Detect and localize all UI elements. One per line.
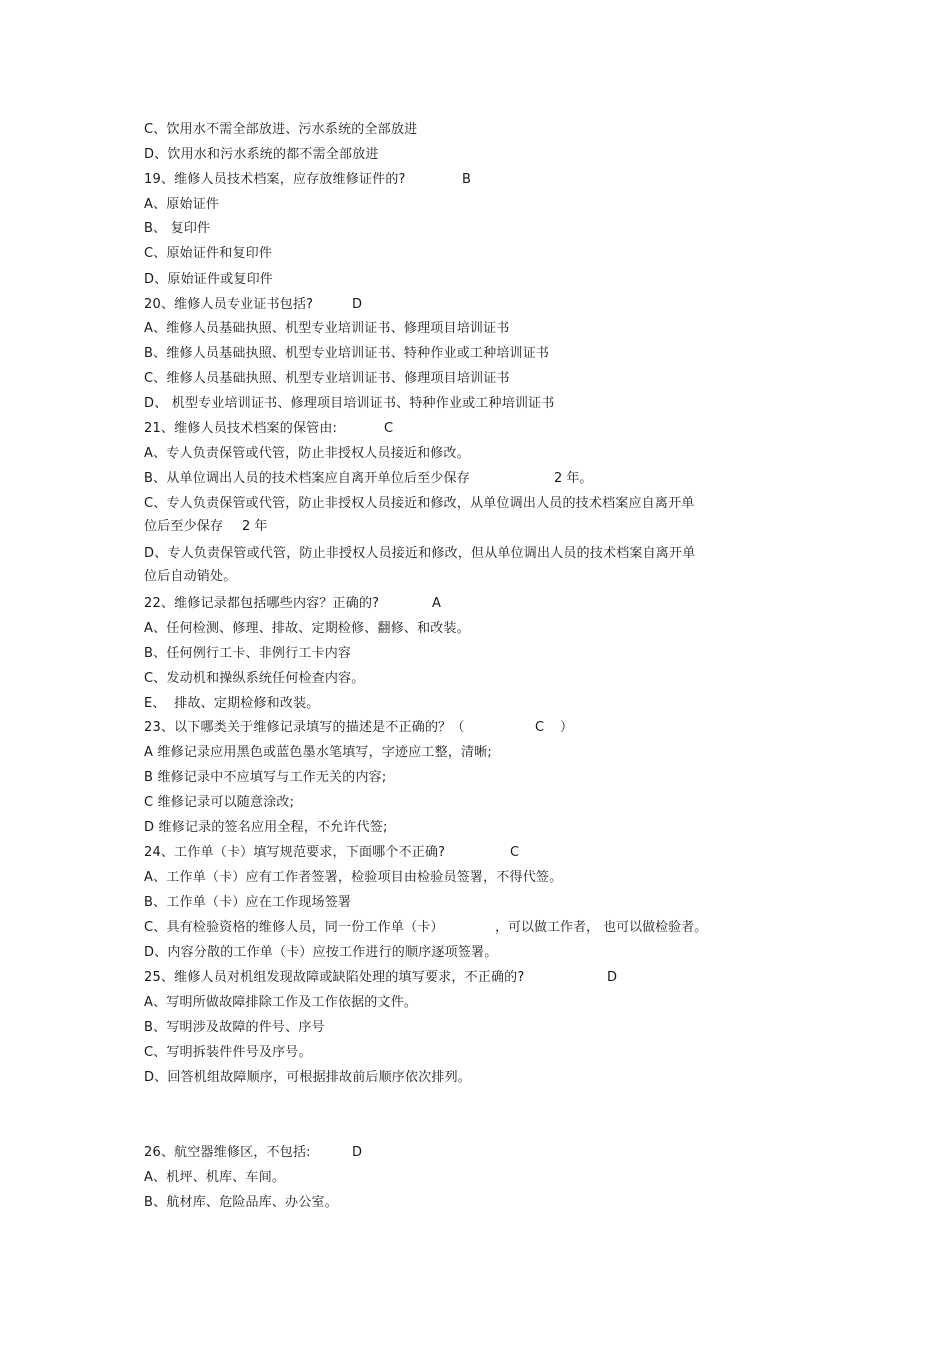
option-line: C、饮用水不需全部放进、污水系统的全部放进: [144, 122, 418, 137]
inline-text: 2 年: [242, 519, 268, 534]
option-line: A、工作单（卡）应有工作者签署，检验项目由检验员签署，不得代签。: [144, 870, 563, 885]
option-line: B、工作单（卡）应在工作现场签署: [144, 895, 352, 910]
answer-key: C: [384, 421, 394, 436]
option-line: E、 排故、定期检修和改装。: [144, 696, 320, 711]
question-line: 23、以下哪类关于维修记录填写的描述是不正确的？（: [144, 720, 465, 735]
option-line: A、专人负责保管或代管，防止非授权人员接近和修改。: [144, 446, 470, 461]
option-line: D、内容分散的工作单（卡）应按工作进行的顺序逐项签署。: [144, 945, 498, 960]
option-line: B、从单位调出人员的技术档案应自离开单位后至少保存: [144, 471, 470, 486]
option-line-cont: 位后至少保存: [144, 519, 224, 534]
option-line: C、发动机和操纵系统任何检查内容。: [144, 671, 365, 686]
option-line: D、饮用水和污水系统的都不需全部放进: [144, 147, 379, 162]
answer-key: B: [462, 172, 471, 187]
option-line: D 维修记录的签名应用全程，不允许代签;: [144, 820, 388, 835]
option-line: C、维修人员基础执照、机型专业培训证书、修理项目培训证书: [144, 371, 510, 386]
inline-text: ，可以做工作者， 也可以做检验者。: [495, 920, 708, 935]
answer-key: D: [607, 970, 618, 985]
answer-key: A: [432, 596, 441, 611]
option-line: B 维修记录中不应填写与工作无关的内容;: [144, 770, 387, 785]
question-line: 25、维修人员对机组发现故障或缺陷处理的填写要求，不正确的?: [144, 970, 525, 985]
option-line: A、写明所做故障排除工作及工作依据的文件。: [144, 995, 418, 1010]
option-line-cont: 位后自动销处。: [144, 569, 237, 584]
option-line: B、写明涉及故障的件号、序号: [144, 1020, 325, 1035]
option-line: B、维修人员基础执照、机型专业培训证书、特种作业或工种培训证书: [144, 346, 550, 361]
option-line: C 维修记录可以随意涂改;: [144, 795, 295, 810]
inline-text: ）: [560, 720, 574, 735]
option-line: C、具有检验资格的维修人员，同一份工作单（卡）: [144, 920, 444, 935]
option-line: C、写明拆装件件号及序号。: [144, 1045, 312, 1060]
option-line: D、 机型专业培训证书、修理项目培训证书、特种作业或工种培训证书: [144, 396, 555, 411]
option-line: D、专人负责保管或代管，防止非授权人员接近和修改，但从单位调出人员的技术档案自离开单: [144, 546, 696, 561]
option-line: B、任何例行工卡、非例行工卡内容: [144, 646, 352, 661]
question-line: 19、维修人员技术档案，应存放维修证件的?: [144, 172, 406, 187]
option-line: D、原始证件或复印件: [144, 272, 274, 287]
option-line: A、维修人员基础执照、机型专业培训证书、修理项目培训证书: [144, 321, 510, 336]
inline-text: 2 年。: [554, 471, 593, 486]
option-line: A、原始证件: [144, 197, 220, 212]
option-line: A、任何检测、修理、排故、定期检修、翻修、和改装。: [144, 621, 470, 636]
answer-key: C: [535, 720, 545, 735]
question-line: 20、维修人员专业证书包括?: [144, 297, 314, 312]
option-line: B、 复印件: [144, 221, 211, 236]
option-line: B、航材库、危险品库、办公室。: [144, 1195, 338, 1210]
question-line: 24、工作单（卡）填写规范要求，下面哪个不正确?: [144, 845, 446, 860]
option-line: C、原始证件和复印件: [144, 246, 273, 261]
option-line: A、机坪、机库、车间。: [144, 1170, 286, 1185]
option-line: C、专人负责保管或代管，防止非授权人员接近和修改，从单位调出人员的技术档案应自离开单: [144, 496, 695, 511]
answer-key: D: [352, 297, 363, 312]
option-line: D、回答机组故障顺序，可根据排故前后顺序依次排列。: [144, 1070, 472, 1085]
question-line: 26、航空器维修区，不包括:: [144, 1145, 311, 1160]
answer-key: D: [352, 1145, 363, 1160]
option-line: A 维修记录应用黑色或蓝色墨水笔填写，字迹应工整，清晰;: [144, 745, 493, 760]
question-line: 21、维修人员技术档案的保管由:: [144, 421, 338, 436]
question-line: 22、维修记录都包括哪些内容？正确的?: [144, 596, 380, 611]
answer-key: C: [510, 845, 520, 860]
